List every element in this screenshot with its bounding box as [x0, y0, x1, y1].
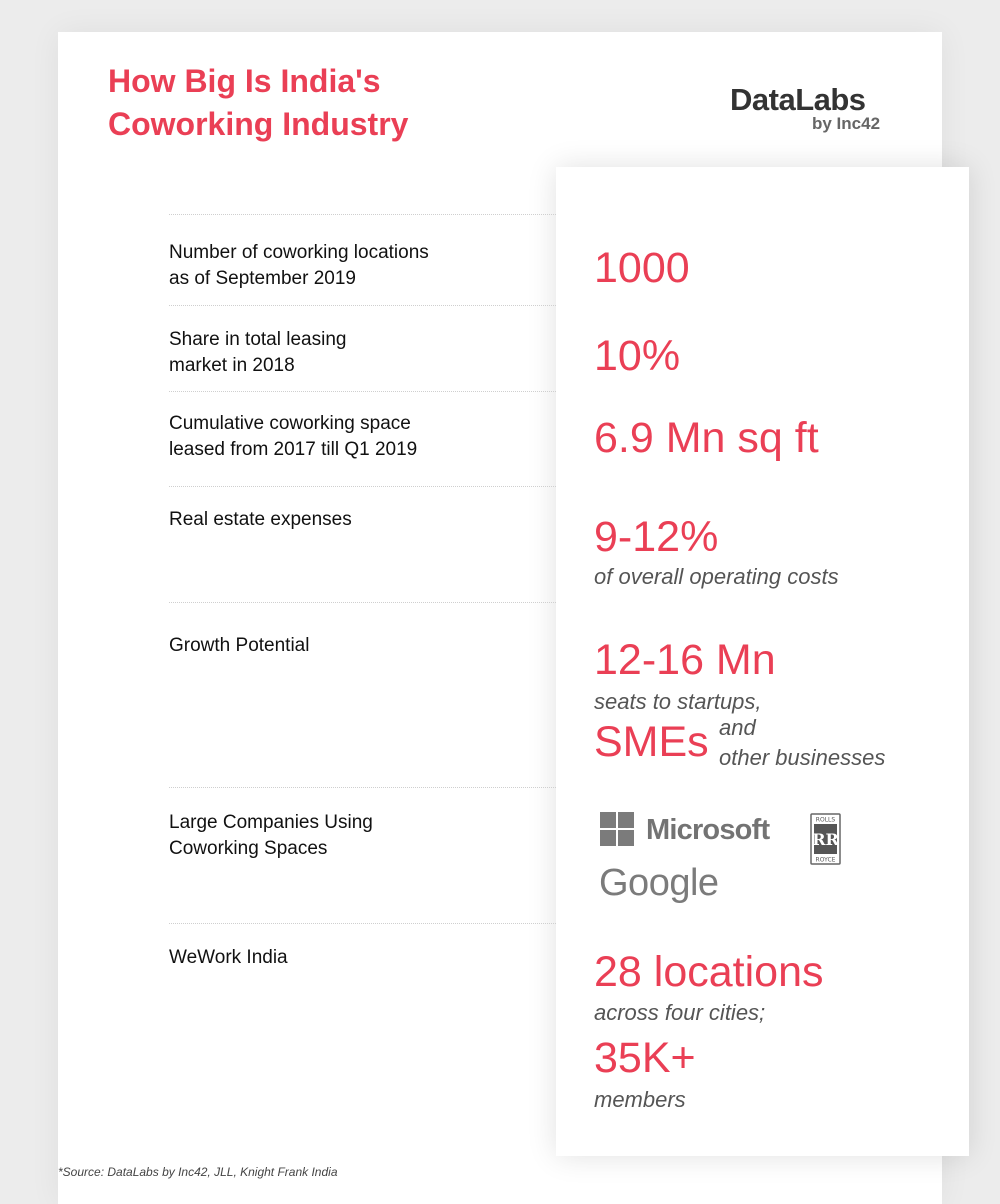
row-label-wework	[169, 945, 519, 971]
row-sub2a-growth: and	[719, 715, 756, 740]
row-sub-wework-cities: across four cities;	[594, 1000, 766, 1025]
row-label-companies	[169, 810, 519, 862]
row-sub-growth: seats to startups,	[594, 689, 762, 714]
row-label-line: Real estate expenses	[169, 509, 352, 530]
row-divider	[169, 923, 556, 924]
row-divider	[169, 602, 556, 603]
row-divider	[169, 214, 556, 215]
google-logo: Google	[599, 862, 719, 904]
row-value-leasing-share: 10%	[594, 332, 681, 380]
microsoft-wordmark: Microsoft	[646, 814, 770, 846]
row-value-wework-members: 35K+	[594, 1034, 696, 1082]
row-sub-real-estate: of overall operating costs	[594, 564, 839, 589]
row-divider	[169, 486, 556, 487]
rolls-mid-text: RR	[812, 830, 839, 849]
row-value-cumulative-space: 6.9 Mn sq ft	[594, 414, 819, 462]
row-label-line: as of September 2019	[169, 268, 356, 289]
rolls-bottom-text: ROYCE	[815, 856, 836, 864]
row-sub2b-growth: other businesses	[719, 745, 886, 770]
row-label-locations	[169, 240, 519, 292]
row-label-line: Coworking Spaces	[169, 838, 328, 859]
logo-main-text: DataLabs	[730, 82, 866, 117]
row-value-locations: 1000	[594, 244, 690, 292]
row-label-real-estate	[169, 507, 519, 533]
page-title	[108, 60, 408, 146]
row-label-cumulative-space	[169, 411, 519, 463]
row-value-real-estate: 9-12%	[594, 513, 719, 561]
microsoft-logo	[600, 812, 790, 852]
logo-sub-text: by Inc42	[812, 114, 881, 133]
row-label-line: market in 2018	[169, 355, 295, 376]
microsoft-grid-icon	[600, 812, 634, 846]
row-divider	[169, 305, 556, 306]
datalabs-logo	[730, 82, 890, 138]
rolls-top-text: ROLLS	[815, 816, 836, 824]
row-label-growth	[169, 633, 519, 659]
row-label-line: Growth Potential	[169, 635, 310, 656]
row-divider	[169, 787, 556, 788]
title-line-2: Coworking Industry	[108, 106, 409, 142]
row-label-leasing-share	[169, 327, 519, 379]
row-label-line: Number of coworking locations	[169, 242, 429, 263]
row-sub-wework-members: members	[594, 1087, 686, 1112]
row-label-line: Share in total leasing	[169, 329, 347, 350]
rolls-royce-logo	[810, 813, 841, 865]
row-label-line: WeWork India	[169, 947, 288, 968]
row-value-growth: 12-16 Mn	[594, 636, 776, 684]
row-value-wework-locations: 28 locations	[594, 948, 824, 996]
row-label-line: leased from 2017 till Q1 2019	[169, 439, 418, 460]
title-line-1: How Big Is India's	[108, 63, 381, 99]
row-divider	[169, 391, 556, 392]
row-label-line: Large Companies Using	[169, 812, 373, 833]
source-note: *Source: DataLabs by Inc42, JLL, Knight Frank India	[58, 1165, 338, 1179]
row-label-line: Cumulative coworking space	[169, 413, 411, 434]
row-value2-growth: SMEs	[594, 718, 709, 766]
